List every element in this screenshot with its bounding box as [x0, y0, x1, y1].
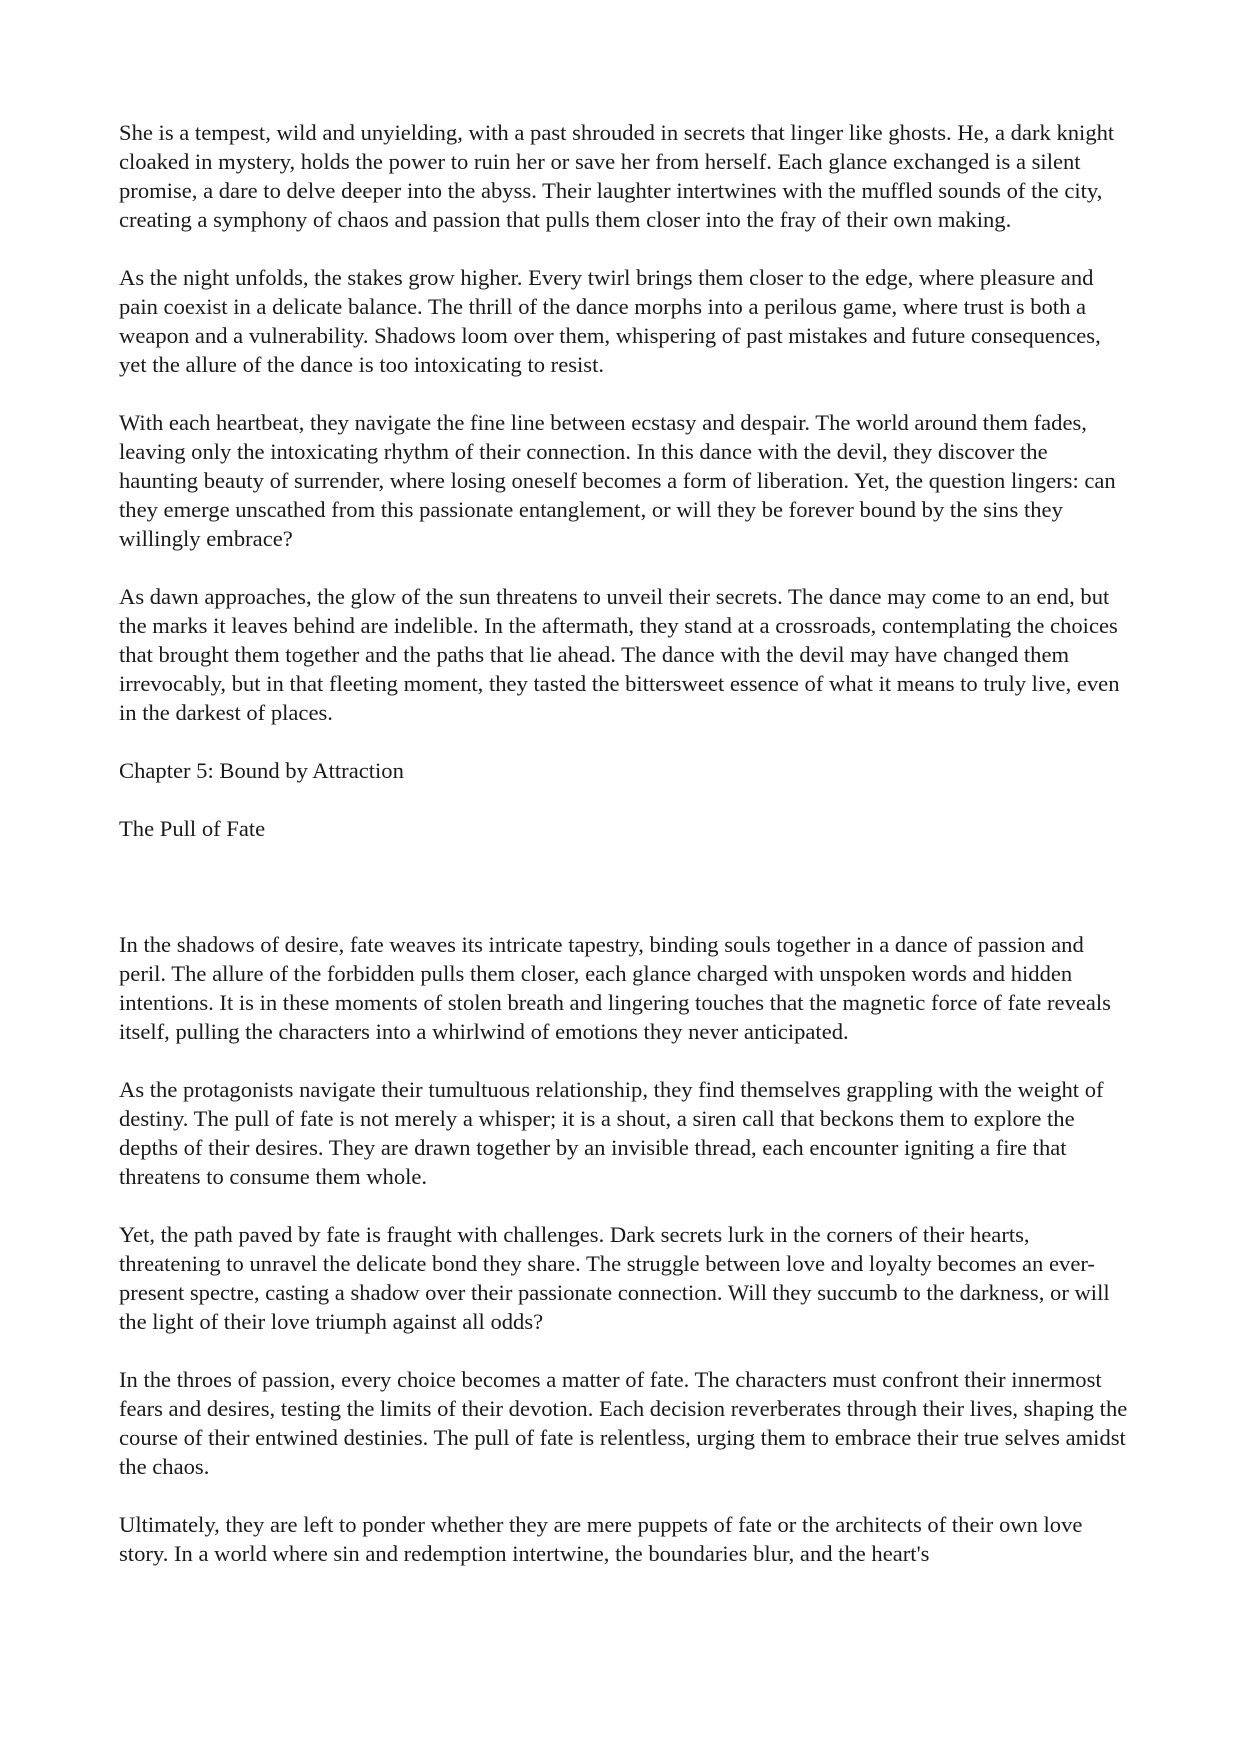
chapter-subtitle: The Pull of Fate	[119, 816, 266, 841]
paragraph: She is a tempest, wild and unyielding, with a past shrouded in secrets that linger like ghosts. He, a dark knight cloaked in mystery, holds the power to ruin her or save her from herself. Each glance exchanged is a silent promise, a dare to delve deeper into the abyss. Their laughter intertwines with the muffled sounds of the city, creating a symphony of chaos and passion that pulls them closer into the fray of their own making.	[119, 120, 1115, 232]
paragraph: Yet, the path paved by fate is fraught with challenges. Dark secrets lurk in the corners of their hearts, threatening to unravel the delicate bond they share. The struggle between love and loyalty becomes an ever-present spectre, casting a shadow over their passionate connection. Will they succumb to the darkness, or will the light of their love triumph against all odds?	[119, 1222, 1110, 1334]
document-page	[119, 118, 1129, 1597]
paragraph: With each heartbeat, they navigate the fine line between ecstasy and despair. The world around them fades, leaving only the intoxicating rhythm of their connection. In this dance with the devil, they discover the haunting beauty of surrender, where losing oneself becomes a form of liberation. Yet, the question lingers: can they emerge unscathed from this passionate entanglement, or will they be forever bound by the sins they willingly embrace?	[119, 410, 1116, 551]
paragraph: As the protagonists navigate their tumultuous relationship, they find themselves grappling with the weight of destiny. The pull of fate is not merely a whisper; it is a shout, a siren call that beckons them to explore the depths of their desires. They are drawn together by an invisible thread, each encounter igniting a fire that threatens to consume them whole.	[119, 1077, 1104, 1189]
blank-space	[119, 872, 1129, 930]
chapter-title: Chapter 5: Bound by Attraction	[119, 758, 404, 783]
paragraph: In the shadows of desire, fate weaves its intricate tapestry, binding souls together in a dance of passion and peril. The allure of the forbidden pulls them closer, each glance charged with unspoken words and hidden intentions. It is in these moments of stolen breath and lingering touches that the magnetic force of fate reveals itself, pulling the characters into a whirlwind of emotions they never anticipated.	[119, 932, 1111, 1044]
paragraph: In the throes of passion, every choice becomes a matter of fate. The characters must confront their innermost fears and desires, testing the limits of their devotion. Each decision reverberates through their lives, shaping the course of their entwined destinies. The pull of fate is relentless, urging them to embrace their true selves amidst the chaos.	[119, 1367, 1128, 1479]
paragraph: Ultimately, they are left to ponder whether they are mere puppets of fate or the architects of their own love story. In a world where sin and redemption intertwine, the boundaries blur, and the heart's	[119, 1512, 1083, 1566]
paragraph: As dawn approaches, the glow of the sun threatens to unveil their secrets. The dance may come to an end, but the marks it leaves behind are indelible. In the aftermath, they stand at a crossroads, contemplating the choices that brought them together and the paths that lie ahead. The dance with the devil may have changed them irrevocably, but in that fleeting moment, they tasted the bittersweet essence of what it means to truly live, even in the darkest of places.	[119, 584, 1120, 725]
paragraph: As the night unfolds, the stakes grow higher. Every twirl brings them closer to the edge, where pleasure and pain coexist in a delicate balance. The thrill of the dance morphs into a perilous game, where trust is both a weapon and a vulnerability. Shadows loom over them, whispering of past mistakes and future consequences, yet the allure of the dance is too intoxicating to resist.	[119, 265, 1101, 377]
